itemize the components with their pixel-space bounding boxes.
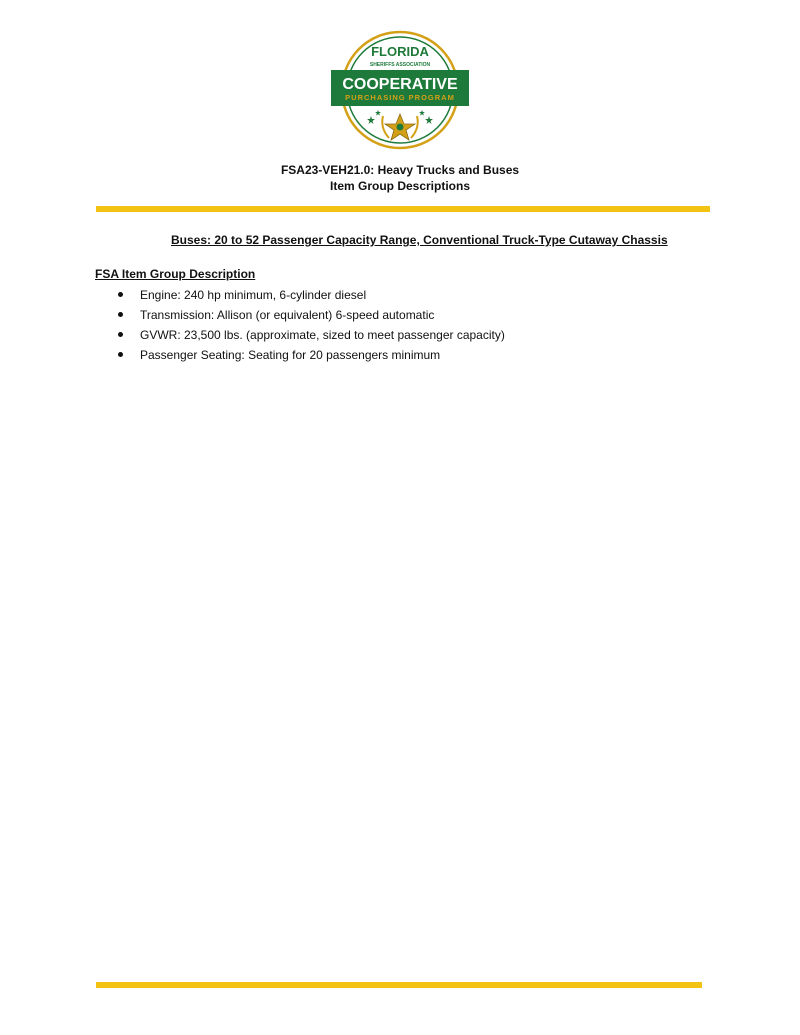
top-divider — [96, 206, 710, 212]
list-item-seating: Passenger Seating: Seating for 20 passengers minimum — [118, 345, 505, 365]
list-item-transmission: Transmission: Allison (or equivalent) 6-speed automatic — [118, 305, 505, 325]
logo-association-text: SHERIFFS ASSOCIATION — [369, 62, 431, 68]
logo-cooperative-text: COOPERATIVE — [342, 76, 458, 93]
fsa-cooperative-logo — [331, 28, 469, 152]
item-group-label: FSA Item Group Description — [95, 267, 256, 281]
logo-purchasing-text: PURCHASING PROGRAM — [345, 93, 455, 102]
document-subtitle: Item Group Descriptions — [329, 179, 471, 193]
section-heading: Buses: 20 to 52 Passenger Capacity Range, Conventional Truck-Type Cutaway Chassis — [171, 233, 668, 247]
list-item-engine: Engine: 240 hp minimum, 6-cylinder diesel — [118, 285, 505, 305]
logo-florida-text: FLORIDA — [371, 44, 429, 59]
document-title: FSA23-VEH21.0: Heavy Trucks and Buses — [280, 163, 520, 177]
list-item-gvwr: GVWR: 23,500 lbs. (approximate, sized to meet passenger capacity) — [118, 325, 505, 345]
bottom-divider — [96, 982, 702, 988]
item-list — [118, 285, 505, 365]
